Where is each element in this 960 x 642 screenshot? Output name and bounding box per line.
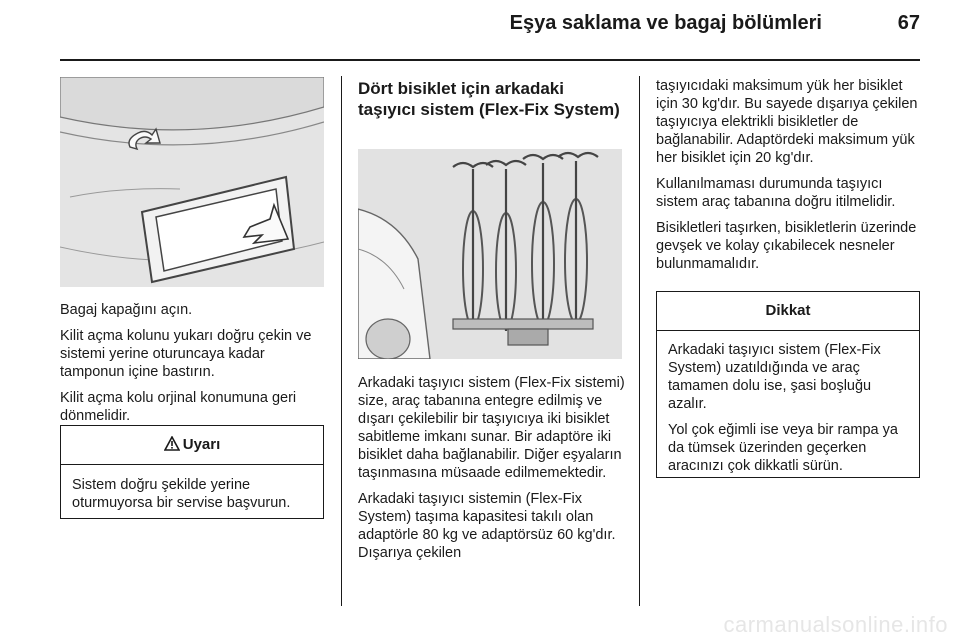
instruction-pull-lever: Kilit açma kolunu yukarı doğru çekin ve sistemi yerine oturuncaya kadar tamponun içine bastırın. bbox=[60, 328, 312, 380]
watermark: carmanualsonline.info bbox=[723, 612, 948, 637]
carrier-max-load: taşıyıcıdaki maksimum yük her bisiklet için 30 kg'dır. Bu sayede dışarıya çekilen taşıyıcıya elektrikli bisikletler de bağlanabilir. Adaptördeki maksimum yük her bisiklet için 20 kg'dır. bbox=[656, 78, 918, 166]
caution-drive-carefully: Yol çok eğimli ise veya bir rampa ya da tümsek üzerinden geçerken aracınızı çok dikkatli sürün. bbox=[668, 422, 898, 474]
instruction-open-tailgate: Bagaj kapağını açın. bbox=[60, 302, 193, 318]
bumper-illustration bbox=[60, 77, 324, 287]
right-column-text bbox=[656, 77, 922, 281]
left-column-text bbox=[60, 301, 326, 433]
column-divider-right bbox=[639, 76, 640, 606]
warning-title-text: Uyarı bbox=[182, 436, 221, 453]
caution-box-body bbox=[657, 331, 919, 491]
bike-carrier-drawing bbox=[358, 149, 622, 359]
caution-ground-clearance: Arkadaki taşıyıcı sistem (Flex-Fix System) uzatıldığında ve araç tamamen dolu ise, şasi boşluğu azalır. bbox=[668, 342, 881, 412]
caution-box-title: Dikkat bbox=[657, 292, 919, 331]
middle-column-text bbox=[358, 374, 626, 570]
warning-triangle-icon bbox=[164, 428, 180, 466]
carrier-description: Arkadaki taşıyıcı sistem (Flex-Fix sistemi) size, araç tabanına entegre edilmiş ve dışarı çekilebilir bir taşıyıcıya iki bisiklet sabitleme imkanı sunar. Bir adaptöre iki bisiklet daha bağlanabilir. Diğer eşyaların taşınmasına müsaade edilmemektedir. bbox=[358, 375, 625, 481]
page-header-title: Eşya saklama ve bagaj bölümleri bbox=[509, 12, 822, 34]
page-number: 67 bbox=[897, 12, 920, 34]
bike-loose-items: Bisikletleri taşırken, bisikletlerin üzerinde gevşek ve kolay çıkabilecek nesneler bulunmamalıdır. bbox=[656, 220, 917, 272]
header-divider bbox=[60, 59, 920, 61]
carrier-push-back: Kullanılmaması durumunda taşıyıcı sistem araç tabanına doğru itilmelidir. bbox=[656, 176, 896, 210]
bike-carrier-illustration bbox=[358, 149, 622, 359]
instruction-lever-return: Kilit açma kolu orjinal konumuna geri dönmelidir. bbox=[60, 390, 297, 424]
carrier-capacity: Arkadaki taşıyıcı sistemin (Flex-Fix System) taşıma kapasitesi takılı olan adaptörle 80 kg ve adaptörsüz 60 kg'dır. Dışarıya çekilen bbox=[358, 491, 616, 561]
caution-box bbox=[656, 291, 920, 478]
warning-box bbox=[60, 425, 324, 519]
bumper-drawing bbox=[60, 77, 324, 287]
section-heading: Dört bisiklet için arkadaki taşıyıcı sistem (Flex-Fix System) bbox=[358, 79, 620, 119]
warning-box-body: Sistem doğru şekilde yerine oturmuyorsa bir servise başvurun. bbox=[72, 477, 291, 511]
column-divider-left bbox=[341, 76, 342, 606]
warning-box-title bbox=[61, 426, 323, 465]
